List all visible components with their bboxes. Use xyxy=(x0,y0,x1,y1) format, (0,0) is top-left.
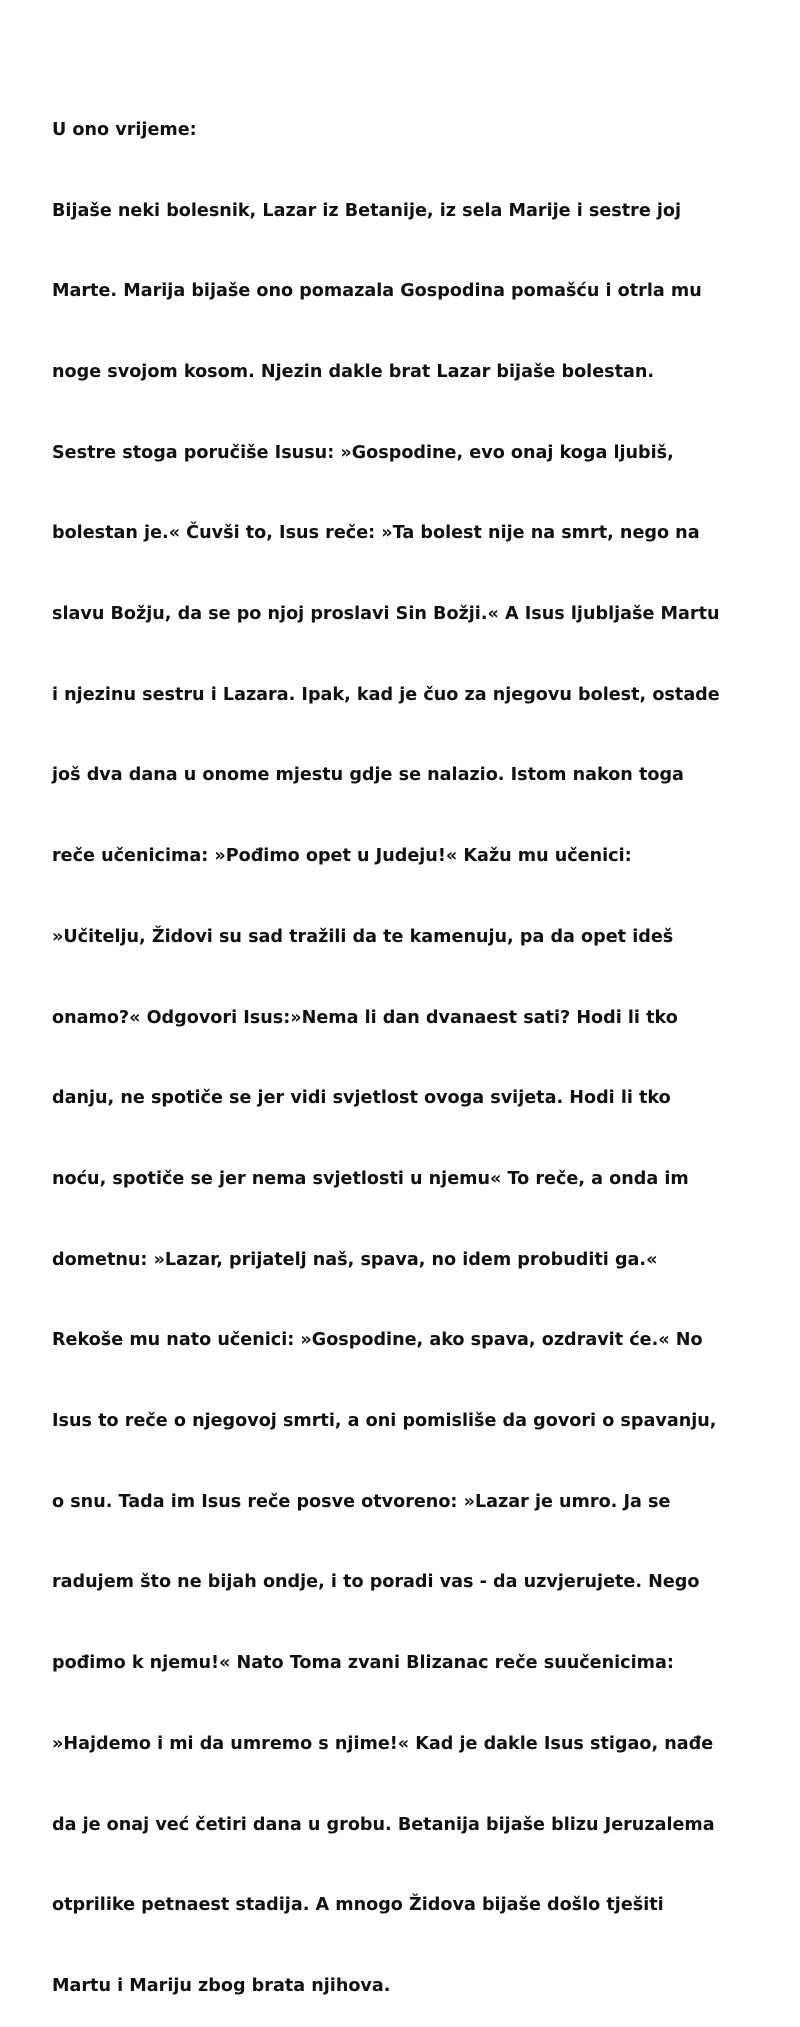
text-line: i njezinu sestru i Lazara. Ipak, kad je čuo za njegovu bolest, ostade xyxy=(52,684,720,705)
text-line: Martu i Mariju zbog brata njihova. xyxy=(52,1975,391,1996)
text-line: onamo?« Odgovori Isus:»Nema li dan dvanaest sati? Hodi li tko xyxy=(52,1007,678,1028)
text-line: bolestan je.« Čuvši to, Isus reče: »Ta bolest nije na smrt, nego na xyxy=(52,523,700,544)
text-line: Sestre stoga poručiše Isusu: »Gospodine, evo onaj koga ljubiš, xyxy=(52,442,674,463)
text-line: radujem što ne bijah ondje, i to poradi vas - da uzvjerujete. Nego xyxy=(52,1572,700,1593)
text-line: noću, spotiče se jer nema svjetlosti u njemu« To reče, a onda im xyxy=(52,1168,689,1189)
text-line: pođimo k njemu!« Nato Toma zvani Blizanac reče suučenicima: xyxy=(52,1653,674,1674)
text-line: »Hajdemo i mi da umremo s njime!« Kad je dakle Isus stigao, nađe xyxy=(52,1733,714,1754)
text-line: Rekoše mu nato učenici: »Gospodine, ako spava, ozdravit će.« No xyxy=(52,1330,703,1351)
text-line: Marte. Marija bijaše ono pomazala Gospodina pomašću i otrla mu xyxy=(52,281,702,302)
text-line: dometnu: »Lazar, prijatelj naš, spava, no idem probuditi ga.« xyxy=(52,1249,658,1270)
scripture-text xyxy=(52,63,772,2027)
text-line: Isus to reče o njegovoj smrti, a oni pomisliše da govori o spavanju, xyxy=(52,1411,717,1432)
text-line: Bijaše neki bolesnik, Lazar iz Betanije, iz sela Marije i sestre joj xyxy=(52,200,682,221)
text-line: da je onaj već četiri dana u grobu. Betanija bijaše blizu Jeruzalema xyxy=(52,1814,715,1835)
text-line: o snu. Tada im Isus reče posve otvoreno: »Lazar je umro. Ja se xyxy=(52,1491,671,1512)
text-line: još dva dana u onome mjestu gdje se nalazio. Istom nakon toga xyxy=(52,765,684,786)
text-line: noge svojom kosom. Njezin dakle brat Lazar bijaše bolestan. xyxy=(52,361,655,382)
text-line: otprilike petnaest stadija. A mnogo Židova bijaše došlo tješiti xyxy=(52,1895,664,1916)
text-line: »Učitelju, Židovi su sad tražili da te kamenuju, pa da opet ideš xyxy=(52,926,674,947)
text-line: danju, ne spotiče se jer vidi svjetlost ovoga svijeta. Hodi li tko xyxy=(52,1088,671,1109)
text-line: slavu Božju, da se po njoj proslavi Sin Božji.« A Isus ljubljaše Martu xyxy=(52,604,720,625)
text-line: reče učenicima: »Pođimo opet u Judeju!« Kažu mu učenici: xyxy=(52,846,632,867)
text-line-heading: U ono vrijeme: xyxy=(52,119,197,140)
